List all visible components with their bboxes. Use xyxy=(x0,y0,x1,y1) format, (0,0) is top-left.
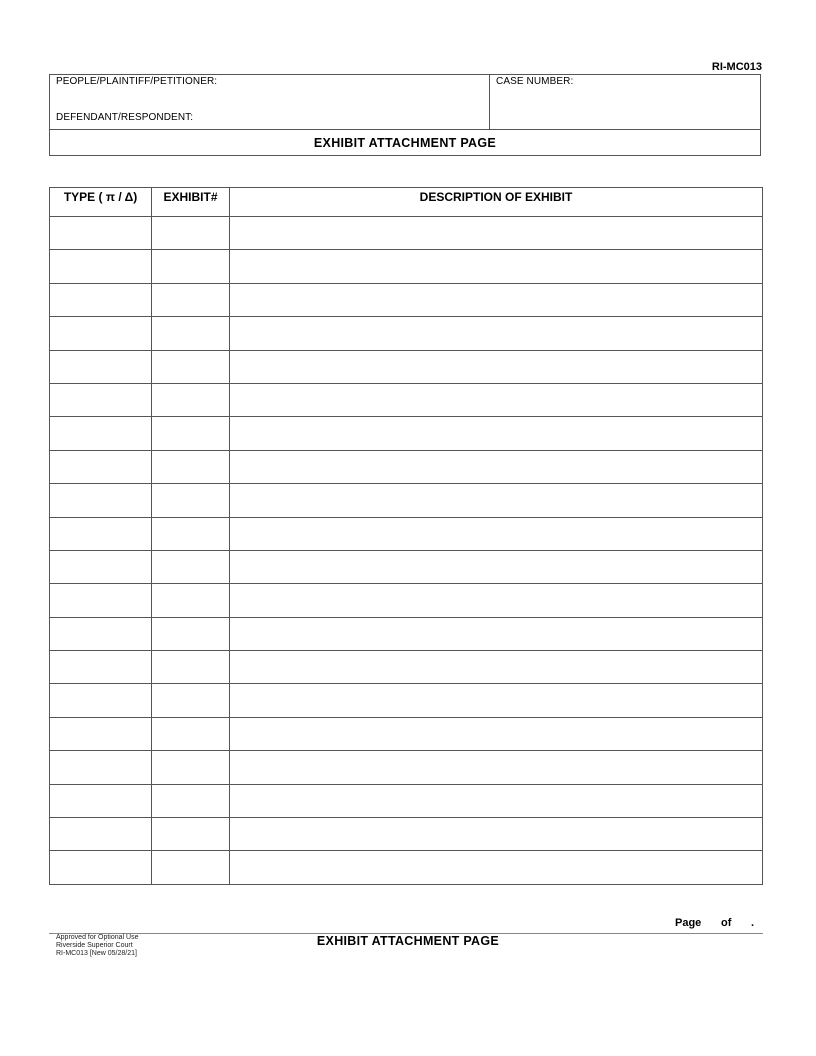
parties-section xyxy=(50,75,490,129)
exhibit-number-cell[interactable] xyxy=(152,317,230,350)
type-cell[interactable] xyxy=(50,751,152,784)
case-number-label: CASE NUMBER: xyxy=(496,76,574,87)
exhibit-number-cell[interactable] xyxy=(152,283,230,316)
exhibit-number-cell[interactable] xyxy=(152,517,230,550)
description-cell[interactable] xyxy=(230,584,763,617)
description-cell[interactable] xyxy=(230,283,763,316)
type-cell[interactable] xyxy=(50,383,152,416)
exhibit-number-cell[interactable] xyxy=(152,784,230,817)
page-title: EXHIBIT ATTACHMENT PAGE xyxy=(313,136,497,150)
description-cell[interactable] xyxy=(230,484,763,517)
table-row xyxy=(50,684,763,717)
description-cell[interactable] xyxy=(230,717,763,750)
case-number-section xyxy=(490,75,760,129)
exhibit-number-cell[interactable] xyxy=(152,617,230,650)
column-header-description: DESCRIPTION OF EXHIBIT xyxy=(230,188,763,217)
type-cell[interactable] xyxy=(50,250,152,283)
table-row xyxy=(50,317,763,350)
exhibit-rows xyxy=(50,217,763,885)
table-row xyxy=(50,550,763,583)
table-row xyxy=(50,617,763,650)
type-cell[interactable] xyxy=(50,651,152,684)
type-cell[interactable] xyxy=(50,684,152,717)
exhibit-number-cell[interactable] xyxy=(152,383,230,416)
page-label: Page xyxy=(675,917,702,929)
description-cell[interactable] xyxy=(230,784,763,817)
exhibit-number-cell[interactable] xyxy=(152,350,230,383)
defendant-label: DEFENDANT/RESPONDENT: xyxy=(56,112,194,123)
description-cell[interactable] xyxy=(230,417,763,450)
footer-title: EXHIBIT ATTACHMENT PAGE xyxy=(316,934,500,948)
exhibit-number-cell[interactable] xyxy=(152,250,230,283)
description-cell[interactable] xyxy=(230,851,763,884)
exhibit-number-cell[interactable] xyxy=(152,584,230,617)
description-cell[interactable] xyxy=(230,818,763,851)
table-row xyxy=(50,784,763,817)
type-cell[interactable] xyxy=(50,617,152,650)
table-row xyxy=(50,450,763,483)
of-label: of xyxy=(721,917,732,929)
description-cell[interactable] xyxy=(230,317,763,350)
table-row xyxy=(50,818,763,851)
exhibit-number-cell[interactable] xyxy=(152,851,230,884)
table-row xyxy=(50,651,763,684)
exhibit-number-cell[interactable] xyxy=(152,417,230,450)
type-cell[interactable] xyxy=(50,217,152,250)
case-header-box xyxy=(49,74,761,156)
column-header-type: TYPE ( π / Δ) xyxy=(50,188,152,217)
page-end-mark: . xyxy=(751,917,755,929)
column-header-exhibit-number: EXHIBIT# xyxy=(152,188,230,217)
type-cell[interactable] xyxy=(50,584,152,617)
type-cell[interactable] xyxy=(50,851,152,884)
plaintiff-label: PEOPLE/PLAINTIFF/PETITIONER: xyxy=(56,76,218,87)
exhibit-number-cell[interactable] xyxy=(152,651,230,684)
type-cell[interactable] xyxy=(50,417,152,450)
exhibit-table xyxy=(49,187,763,885)
description-cell[interactable] xyxy=(230,517,763,550)
approval-line-1: Approved for Optional Use xyxy=(56,934,139,941)
description-cell[interactable] xyxy=(230,450,763,483)
exhibit-number-cell[interactable] xyxy=(152,484,230,517)
type-cell[interactable] xyxy=(50,450,152,483)
table-row xyxy=(50,283,763,316)
table-row xyxy=(50,717,763,750)
description-cell[interactable] xyxy=(230,217,763,250)
description-cell[interactable] xyxy=(230,383,763,416)
approval-line-2: Riverside Superior Court xyxy=(56,942,133,949)
type-cell[interactable] xyxy=(50,517,152,550)
table-row xyxy=(50,417,763,450)
type-cell[interactable] xyxy=(50,818,152,851)
form-id: RI-MC013 xyxy=(711,61,762,73)
approval-line-3: RI-MC013 [New 05/28/21] xyxy=(56,950,137,957)
type-cell[interactable] xyxy=(50,550,152,583)
type-cell[interactable] xyxy=(50,317,152,350)
exhibit-number-cell[interactable] xyxy=(152,550,230,583)
description-cell[interactable] xyxy=(230,617,763,650)
description-cell[interactable] xyxy=(230,651,763,684)
table-row xyxy=(50,350,763,383)
table-row xyxy=(50,584,763,617)
exhibit-number-cell[interactable] xyxy=(152,717,230,750)
exhibit-number-cell[interactable] xyxy=(152,217,230,250)
exhibit-number-cell[interactable] xyxy=(152,751,230,784)
type-cell[interactable] xyxy=(50,717,152,750)
type-cell[interactable] xyxy=(50,784,152,817)
description-cell[interactable] xyxy=(230,350,763,383)
description-cell[interactable] xyxy=(230,684,763,717)
description-cell[interactable] xyxy=(230,751,763,784)
table-header-row xyxy=(50,188,763,217)
exhibit-number-cell[interactable] xyxy=(152,450,230,483)
table-row xyxy=(50,484,763,517)
type-cell[interactable] xyxy=(50,350,152,383)
table-row xyxy=(50,517,763,550)
type-cell[interactable] xyxy=(50,283,152,316)
table-row xyxy=(50,751,763,784)
description-cell[interactable] xyxy=(230,250,763,283)
table-row xyxy=(50,217,763,250)
description-cell[interactable] xyxy=(230,550,763,583)
exhibit-number-cell[interactable] xyxy=(152,818,230,851)
table-row xyxy=(50,383,763,416)
table-row xyxy=(50,851,763,884)
exhibit-number-cell[interactable] xyxy=(152,684,230,717)
type-cell[interactable] xyxy=(50,484,152,517)
table-row xyxy=(50,250,763,283)
